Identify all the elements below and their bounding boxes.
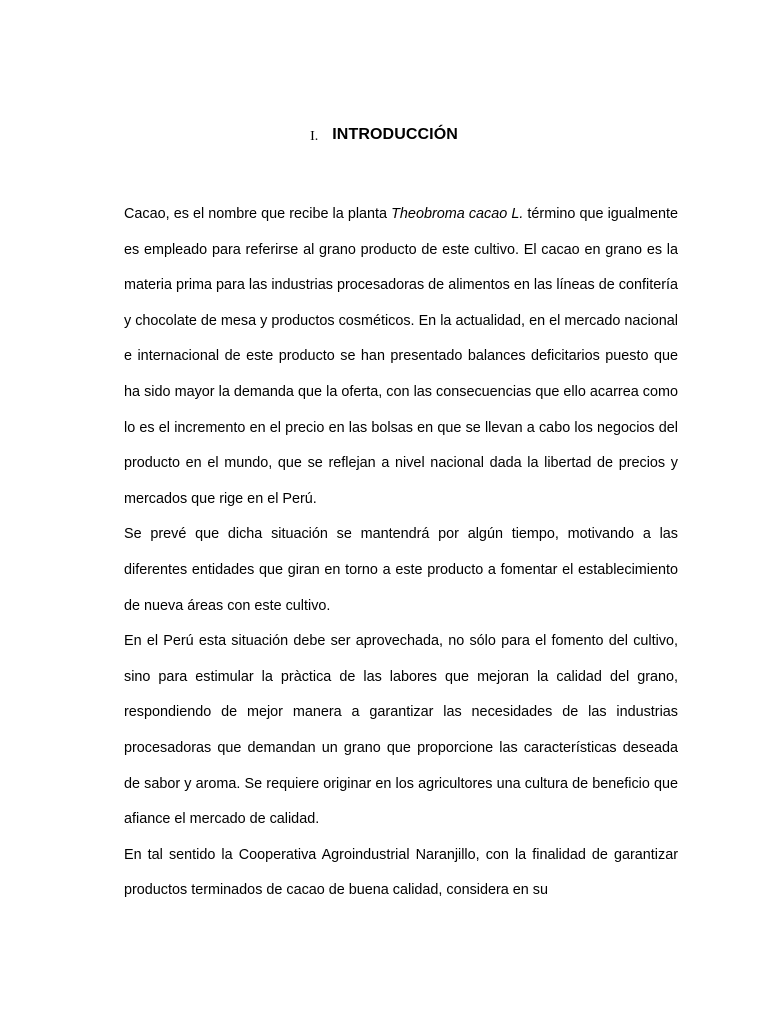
- paragraph-1: [124, 197, 678, 517]
- paragraph-1-part-1: Cacao, es el nombre que recibe la planta: [124, 206, 392, 222]
- paragraph-2: Se prevé que dicha situación se mantendrá por algún tiempo, motivando a las diferentes entidades que giran en torno a este producto a fomentar el establecimiento de nueva áreas con este cultivo.: [124, 526, 678, 614]
- paragraph-1-part-2: término que igualmente es empleado para referirse al grano producto de este cultivo. El cacao en grano es la materia prima para las industrias procesadoras de alimentos en las líneas de confitería y chocolate de mesa y productos cosméticos. En la actualidad, en el mercado nacional e internacional de este producto se han presentado balances deficitarios puesto que ha sido mayor la demanda que la oferta, con las consecuencias que ello acarrea como lo es el incremento en el precio en las bolsas en que se llevan a cabo los negocios del producto en el mundo, que se reflejan a nivel nacional dada la libertad de precios y mercados que rige en el Perú.: [124, 206, 678, 507]
- paragraph-3: En el Perú esta situación debe ser aprovechada, no sólo para el fomento del cultivo, sino para estimular la pràctica de las labores que mejoran la calidad del grano, respondiendo de mejor manera a garantizar las necesidades de las industrias procesadoras que demandan un grano que proporcione las características deseada de sabor y aroma. Se requiere originar en los agricultores una cultura de beneficio que afiance el mercado de calidad.: [124, 633, 678, 828]
- section-number: I.: [310, 129, 319, 144]
- paragraph-4: En tal sentido la Cooperativa Agroindustrial Naranjillo, con la finalidad de garantizar productos terminados de cacao de buena calidad, considera en su: [124, 846, 678, 899]
- section-title: INTRODUCCIÓN: [332, 126, 458, 143]
- body-text: [124, 197, 678, 909]
- species-name: Theobroma cacao L.: [391, 206, 524, 222]
- section-heading: [0, 126, 768, 144]
